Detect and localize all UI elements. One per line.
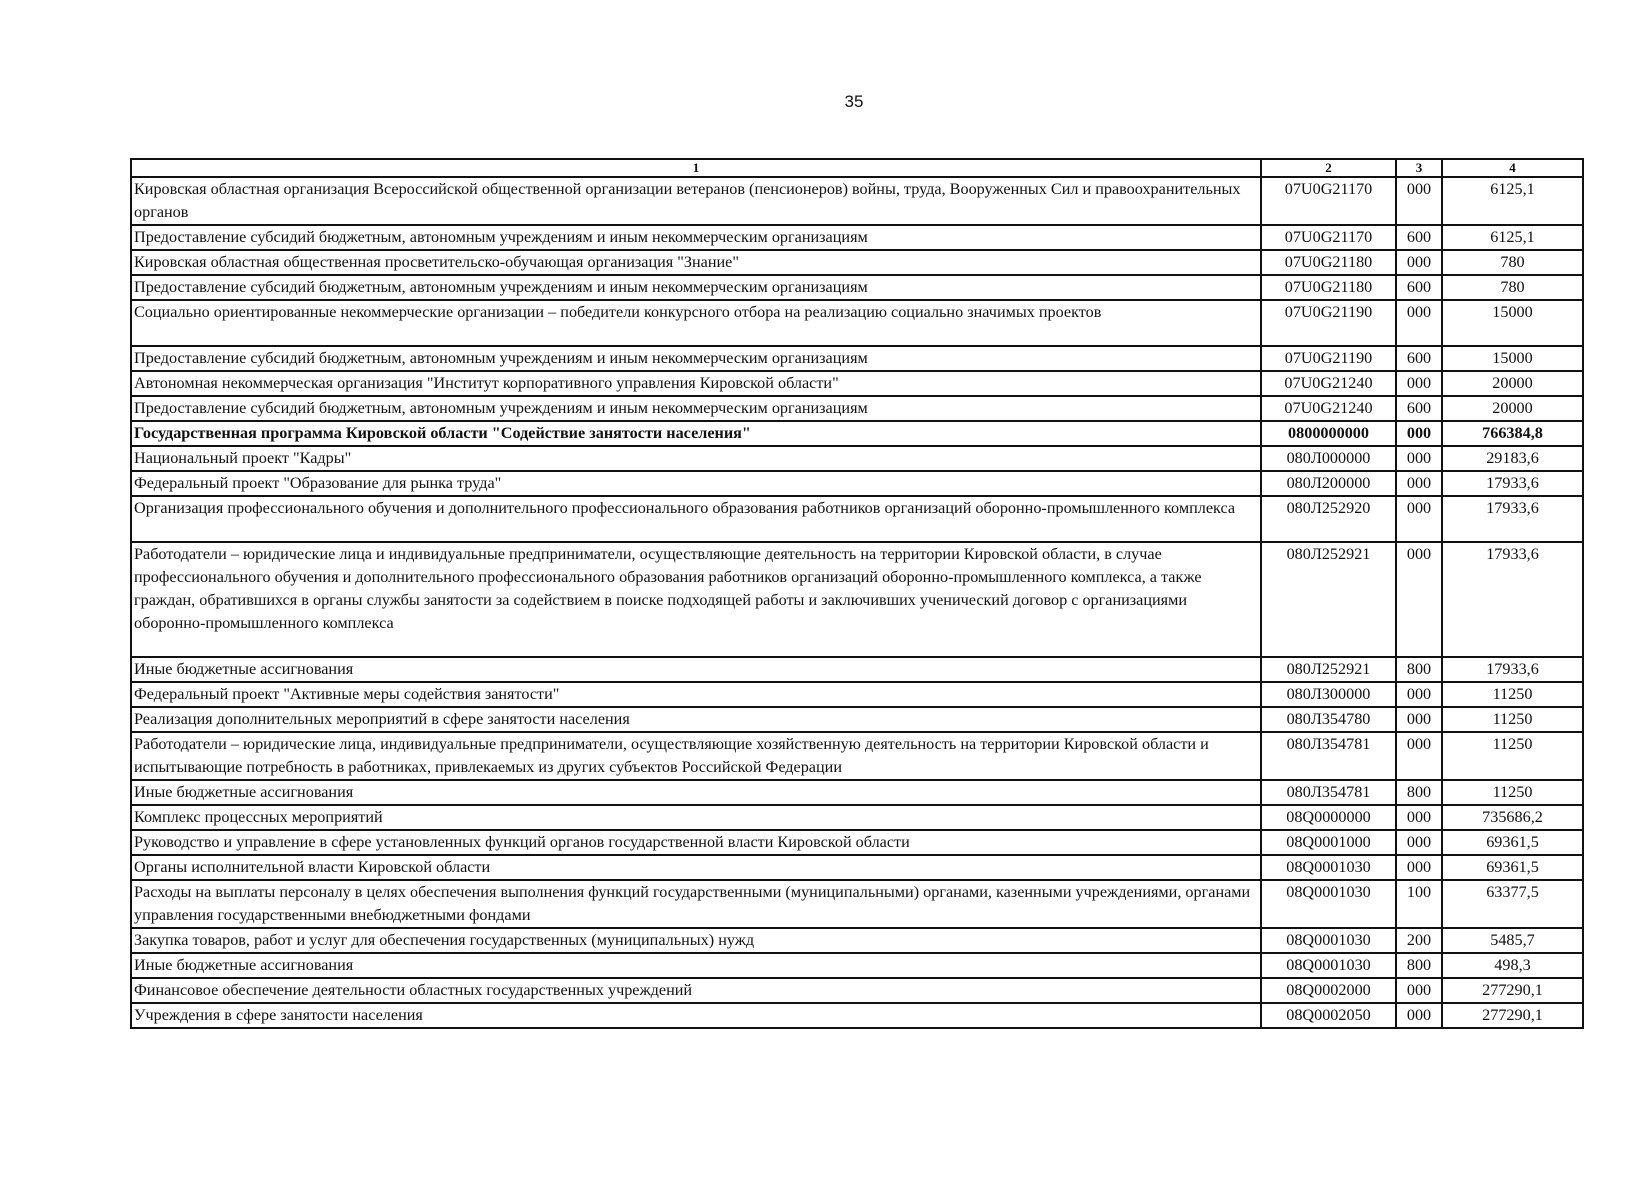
- table-row: [131, 830, 1583, 855]
- row-amount: 63377,5: [1442, 880, 1583, 928]
- row-code: 080Л000000: [1261, 446, 1396, 471]
- row-amount: 69361,5: [1442, 855, 1583, 880]
- row-expense-type: 100: [1396, 880, 1442, 928]
- row-expense-type: 000: [1396, 830, 1442, 855]
- column-header: 3: [1396, 159, 1442, 177]
- row-code: 08Q0001030: [1261, 855, 1396, 880]
- table-row: [131, 225, 1583, 250]
- row-expense-type: 600: [1396, 225, 1442, 250]
- table-row: [131, 471, 1583, 496]
- row-code: 080Л252921: [1261, 542, 1396, 657]
- row-amount: 11250: [1442, 707, 1583, 732]
- row-amount: 29183,6: [1442, 446, 1583, 471]
- row-amount: 17933,6: [1442, 542, 1583, 657]
- row-amount: 20000: [1442, 396, 1583, 421]
- table-row: [131, 421, 1583, 446]
- row-name: Организация профессионального обучения и дополнительного профессионального образования работников организаций оборонно-промышленного комплекса: [131, 496, 1261, 542]
- row-code: 07U0G21240: [1261, 396, 1396, 421]
- row-name: Государственная программа Кировской области "Содействие занятости населения": [131, 421, 1261, 446]
- table-row: [131, 300, 1583, 346]
- row-expense-type: 000: [1396, 177, 1442, 225]
- table-row: [131, 1003, 1583, 1028]
- row-code: 080Л200000: [1261, 471, 1396, 496]
- row-amount: 69361,5: [1442, 830, 1583, 855]
- table-row: [131, 928, 1583, 953]
- row-amount: 6125,1: [1442, 225, 1583, 250]
- row-expense-type: 600: [1396, 346, 1442, 371]
- row-expense-type: 600: [1396, 396, 1442, 421]
- row-amount: 17933,6: [1442, 471, 1583, 496]
- row-code: 080Л354780: [1261, 707, 1396, 732]
- row-name: Национальный проект "Кадры": [131, 446, 1261, 471]
- row-code: 08Q0001000: [1261, 830, 1396, 855]
- row-amount: 6125,1: [1442, 177, 1583, 225]
- row-expense-type: 000: [1396, 446, 1442, 471]
- row-expense-type: 800: [1396, 953, 1442, 978]
- table-row: [131, 880, 1583, 928]
- row-expense-type: 000: [1396, 682, 1442, 707]
- row-code: 08Q0001030: [1261, 928, 1396, 953]
- row-code: 07U0G21180: [1261, 250, 1396, 275]
- row-code: 07U0G21240: [1261, 371, 1396, 396]
- table-row: [131, 177, 1583, 225]
- row-amount: 11250: [1442, 682, 1583, 707]
- table-row: [131, 682, 1583, 707]
- row-name: Работодатели – юридические лица и индивидуальные предприниматели, осуществляющие деятельность на территории Кировской области, в случае профессионального обучения и дополнительного профессионального образования работников организаций оборонно-промышленного комплекса, а также граждан, обратившихся в органы службы занятости за содействием в поиске подходящей работы и заключивших ученический договор с организациями оборонно-промышленного комплекса: [131, 542, 1261, 657]
- row-code: 08Q0001030: [1261, 880, 1396, 928]
- row-name: Кировская областная общественная просветительско-обучающая организация "Знание": [131, 250, 1261, 275]
- row-amount: 277290,1: [1442, 1003, 1583, 1028]
- row-name: Предоставление субсидий бюджетным, автономным учреждениям и иным некоммерческим организациям: [131, 346, 1261, 371]
- table-row: [131, 250, 1583, 275]
- row-amount: 780: [1442, 250, 1583, 275]
- row-expense-type: 000: [1396, 250, 1442, 275]
- row-amount: 15000: [1442, 300, 1583, 346]
- row-expense-type: 000: [1396, 471, 1442, 496]
- row-expense-type: 000: [1396, 805, 1442, 830]
- row-name: Иные бюджетные ассигнования: [131, 780, 1261, 805]
- row-code: 080Л354781: [1261, 780, 1396, 805]
- row-amount: 5485,7: [1442, 928, 1583, 953]
- row-amount: 498,3: [1442, 953, 1583, 978]
- row-name: Руководство и управление в сфере установленных функций органов государственной власти Кировской области: [131, 830, 1261, 855]
- column-header: 4: [1442, 159, 1583, 177]
- table-row: [131, 496, 1583, 542]
- row-code: 07U0G21180: [1261, 275, 1396, 300]
- row-name: Финансовое обеспечение деятельности областных государственных учреждений: [131, 978, 1261, 1003]
- row-expense-type: 800: [1396, 657, 1442, 682]
- table-row: [131, 275, 1583, 300]
- row-code: 080Л300000: [1261, 682, 1396, 707]
- row-expense-type: 600: [1396, 275, 1442, 300]
- row-amount: 277290,1: [1442, 978, 1583, 1003]
- row-expense-type: 000: [1396, 371, 1442, 396]
- table-row: [131, 732, 1583, 780]
- row-code: 07U0G21190: [1261, 346, 1396, 371]
- row-expense-type: 000: [1396, 496, 1442, 542]
- table-header-row: [131, 159, 1583, 177]
- row-amount: 20000: [1442, 371, 1583, 396]
- table-row: [131, 542, 1583, 657]
- row-code: 07U0G21170: [1261, 225, 1396, 250]
- row-expense-type: 200: [1396, 928, 1442, 953]
- row-expense-type: 000: [1396, 855, 1442, 880]
- row-expense-type: 800: [1396, 780, 1442, 805]
- row-name: Иные бюджетные ассигнования: [131, 953, 1261, 978]
- table-row: [131, 396, 1583, 421]
- row-code: 08Q0000000: [1261, 805, 1396, 830]
- row-amount: 735686,2: [1442, 805, 1583, 830]
- row-name: Предоставление субсидий бюджетным, автономным учреждениям и иным некоммерческим организациям: [131, 225, 1261, 250]
- table-row: [131, 805, 1583, 830]
- row-name: Органы исполнительной власти Кировской области: [131, 855, 1261, 880]
- table-row: [131, 446, 1583, 471]
- row-expense-type: 000: [1396, 978, 1442, 1003]
- table-row: [131, 657, 1583, 682]
- row-code: 080Л252921: [1261, 657, 1396, 682]
- row-name: Предоставление субсидий бюджетным, автономным учреждениям и иным некоммерческим организациям: [131, 275, 1261, 300]
- row-amount: 766384,8: [1442, 421, 1583, 446]
- row-expense-type: 000: [1396, 707, 1442, 732]
- table-row: [131, 346, 1583, 371]
- table-row: [131, 371, 1583, 396]
- row-expense-type: 000: [1396, 421, 1442, 446]
- page-number: 35: [844, 92, 864, 111]
- row-name: Кировская областная организация Всероссийской общественной организации ветеранов (пенсионеров) войны, труда, Вооруженных Сил и правоохранительных органов: [131, 177, 1261, 225]
- row-name: Предоставление субсидий бюджетным, автономным учреждениям и иным некоммерческим организациям: [131, 396, 1261, 421]
- row-code: 07U0G21190: [1261, 300, 1396, 346]
- row-expense-type: 000: [1396, 732, 1442, 780]
- row-name: Работодатели – юридические лица, индивидуальные предприниматели, осуществляющие хозяйственную деятельность на территории Кировской области и испытывающие потребность в работниках, привлекаемых из других субъектов Российской Федерации: [131, 732, 1261, 780]
- row-expense-type: 000: [1396, 300, 1442, 346]
- table-row: [131, 780, 1583, 805]
- row-name: Социально ориентированные некоммерческие организации – победители конкурсного отбора на реализацию социально значимых проектов: [131, 300, 1261, 346]
- row-name: Автономная некоммерческая организация "Институт корпоративного управления Кировской области": [131, 371, 1261, 396]
- row-code: 080Л252920: [1261, 496, 1396, 542]
- row-amount: 15000: [1442, 346, 1583, 371]
- row-amount: 17933,6: [1442, 657, 1583, 682]
- row-code: 08Q0001030: [1261, 953, 1396, 978]
- row-amount: 11250: [1442, 780, 1583, 805]
- table-row: [131, 953, 1583, 978]
- row-code: 08Q0002000: [1261, 978, 1396, 1003]
- row-expense-type: 000: [1396, 1003, 1442, 1028]
- table-row: [131, 855, 1583, 880]
- row-code: 08Q0002050: [1261, 1003, 1396, 1028]
- row-name: Расходы на выплаты персоналу в целях обеспечения выполнения функций государственными (муниципальными) органами, казенными учреждениями, органами управления государственными внебюджетными фондами: [131, 880, 1261, 928]
- row-code: 0800000000: [1261, 421, 1396, 446]
- budget-table: [130, 158, 1584, 1029]
- row-name: Федеральный проект "Образование для рынка труда": [131, 471, 1261, 496]
- table-row: [131, 707, 1583, 732]
- row-name: Закупка товаров, работ и услуг для обеспечения государственных (муниципальных) нужд: [131, 928, 1261, 953]
- row-name: Иные бюджетные ассигнования: [131, 657, 1261, 682]
- column-header: 2: [1261, 159, 1396, 177]
- row-name: Реализация дополнительных мероприятий в сфере занятости населения: [131, 707, 1261, 732]
- row-name: Комплекс процессных мероприятий: [131, 805, 1261, 830]
- row-code: 080Л354781: [1261, 732, 1396, 780]
- table-row: [131, 978, 1583, 1003]
- column-header: 1: [131, 159, 1261, 177]
- row-amount: 780: [1442, 275, 1583, 300]
- row-amount: 11250: [1442, 732, 1583, 780]
- row-code: 07U0G21170: [1261, 177, 1396, 225]
- row-name: Учреждения в сфере занятости населения: [131, 1003, 1261, 1028]
- row-expense-type: 000: [1396, 542, 1442, 657]
- row-name: Федеральный проект "Активные меры содействия занятости": [131, 682, 1261, 707]
- row-amount: 17933,6: [1442, 496, 1583, 542]
